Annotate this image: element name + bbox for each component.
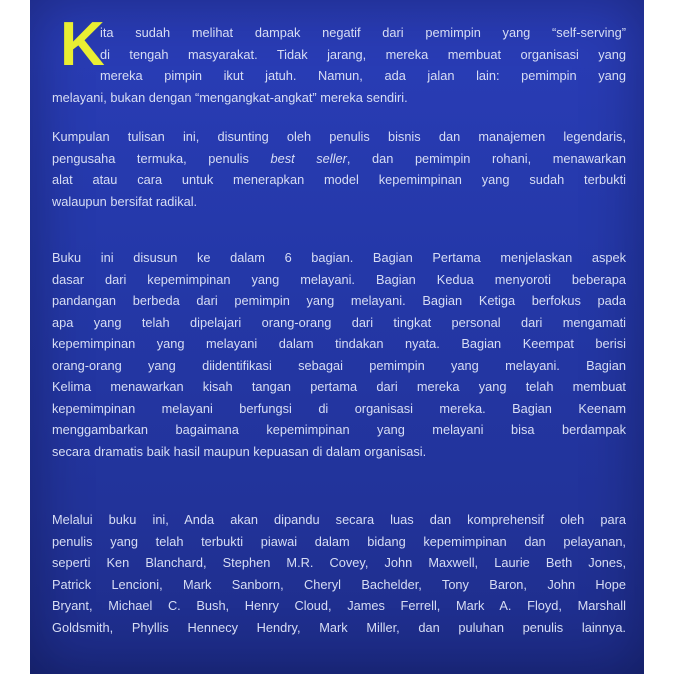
text-line [52,148,626,170]
italic-term: best seller [270,150,347,166]
paragraph-authors [52,509,626,638]
text-line: Buku ini disusun ke dalam 6 bagian. Bagian Pertama menjelaskan aspek [52,250,626,265]
text-line: secara dramatis baik hasil maupun kepuasan di dalam organisasi. [52,443,427,459]
paragraph-intro [52,22,626,108]
text-line: alat atau cara untuk menerapkan model kepemimpinan yang sudah terbukti [52,172,626,187]
text-line: Kumpulan tulisan ini, disunting oleh penulis bisnis dan manajemen legendaris, [52,129,626,144]
text-line: walaupun bersifat radikal. [52,193,198,209]
paragraph-structure [52,247,626,462]
text-line: menggambarkan bagaimana kepemimpinan yang melayani bisa berdampak [52,422,626,437]
text-line: Bryant, Michael C. Bush, Henry Cloud, James Ferrell, Mark A. Floyd, Marshall [52,598,626,613]
text-line: mereka pimpin ikut jatuh. Namun, ada jalan lain: pemimpin yang [100,68,626,83]
text-line: orang-orang yang diidentifikasi sebagai pemimpin yang melayani. Bagian [52,357,626,373]
text-line: seperti Ken Blanchard, Stephen M.R. Covey, John Maxwell, Laurie Beth Jones, [52,555,626,570]
text-line: penulis yang telah terbukti piawai dalam bidang kepemimpinan dan pelayanan, [52,533,626,549]
text-line: apa yang telah dipelajari orang-orang dari tingkat personal dari mengamati [52,314,626,330]
text-line: Goldsmith, Phyllis Hennecy Hendry, Mark Miller, dan puluhan penulis lainnya. [52,619,626,635]
paragraph-collection [52,126,626,212]
text-line: Kelima menawarkan kisah tangan pertama dari mereka yang telah membuat [52,379,626,394]
text-line: ita sudah melihat dampak negatif dari pemimpin yang “self-serving” [100,25,626,40]
book-back-cover [30,0,644,674]
text-line: melayani, bukan dengan “mengangkat-angkat” mereka sendiri. [52,89,408,105]
text-line: Melalui buku ini, Anda akan dipandu secara luas dan komprehensif oleh para [52,512,626,527]
text-segment: pengusaha termuka, penulis [52,150,271,166]
text-line: pandangan berbeda dari pemimpin yang melayani. Bagian Ketiga berfokus pada [52,293,626,308]
drop-cap-letter: K [60,10,105,79]
text-line: kepemimpinan melayani berfungsi di organisasi mereka. Bagian Keenam [52,400,626,416]
text-segment: , dan pemimpin rohani, menawarkan [346,150,627,166]
text-line: Patrick Lencioni, Mark Sanborn, Cheryl Bachelder, Tony Baron, John Hope [52,576,626,592]
text-line: dasar dari kepemimpinan yang melayani. Bagian Kedua menyoroti beberapa [52,271,626,287]
text-line: kepemimpinan yang melayani dalam tindakan nyata. Bagian Keempat berisi [52,336,626,351]
text-line: di tengah masyarakat. Tidak jarang, mereka membuat organisasi yang [100,46,626,62]
